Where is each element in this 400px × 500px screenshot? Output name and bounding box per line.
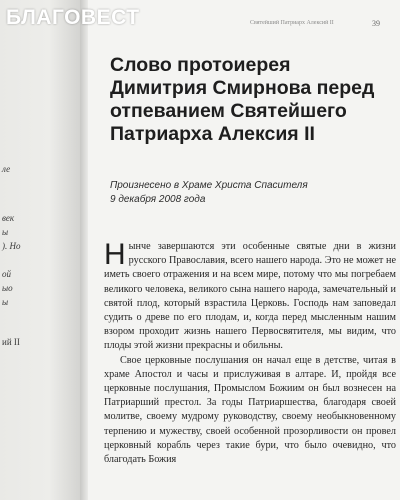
article-subtitle: [110, 179, 390, 206]
watermark-logo: БЛАГОВЕСТ: [6, 6, 140, 29]
running-head: Святейший Патриарх Алексий II: [250, 20, 334, 26]
left-page-fragment: ыо: [2, 283, 13, 293]
article-title: Слово протоиерея Димитрия Смирнова перед отпеванием Святейшего Патриарха Алексия II: [110, 54, 375, 145]
left-page-fragment: век: [2, 213, 15, 223]
paragraph-2: Свое церковные послушания он начал еще в детстве, читая в храме Апостол и часы и прислуживая в алтаре. И, пройдя все церковные послушания, Промыслом Божиим он был вознесен на Патриарший престол. За годы Патриаршества, благодаря своей молитве, своему мудрому руководству, своему необыкновенному терпению и мужеству, своей особенной прозорливости он провел церковный корабль через такие бури, что было очевидно, что благодать Божия: [104, 354, 396, 466]
paragraph-1: [104, 240, 396, 354]
left-page-fragment: ). Но: [2, 241, 21, 251]
subtitle-location: Произнесено в Храме Христа Спасителя: [110, 180, 308, 191]
article-body: [104, 240, 396, 467]
left-page-fragment: ой: [2, 269, 11, 279]
left-page-fragment: ле: [2, 164, 11, 174]
drop-cap: Н: [104, 238, 126, 271]
page-number: 39: [372, 19, 380, 28]
left-page: [0, 0, 82, 500]
left-page-fragment: ы: [2, 227, 9, 237]
subtitle-date: 9 декабря 2008 года: [110, 193, 206, 205]
left-page-fragment: ий II: [2, 337, 20, 347]
paragraph-1-text: ынче завершаются эти особенные святые дни в жизни русского Православия, всего нашего народа. Это не может не иметь своего отражения и на всем мире, потому что мы погребаем великого человека, великого сына нашего народа, замечательный и святой плод, который взрастила Церковь. Господь нам заповедал судить о древе по его плодам, и, когда перед мысленным нашим взором проходит жизнь нашего Первосвятителя, мы видим, что плоды этой жизни прекрасны и обильны.: [104, 241, 396, 352]
left-page-fragment: ы: [2, 297, 9, 307]
